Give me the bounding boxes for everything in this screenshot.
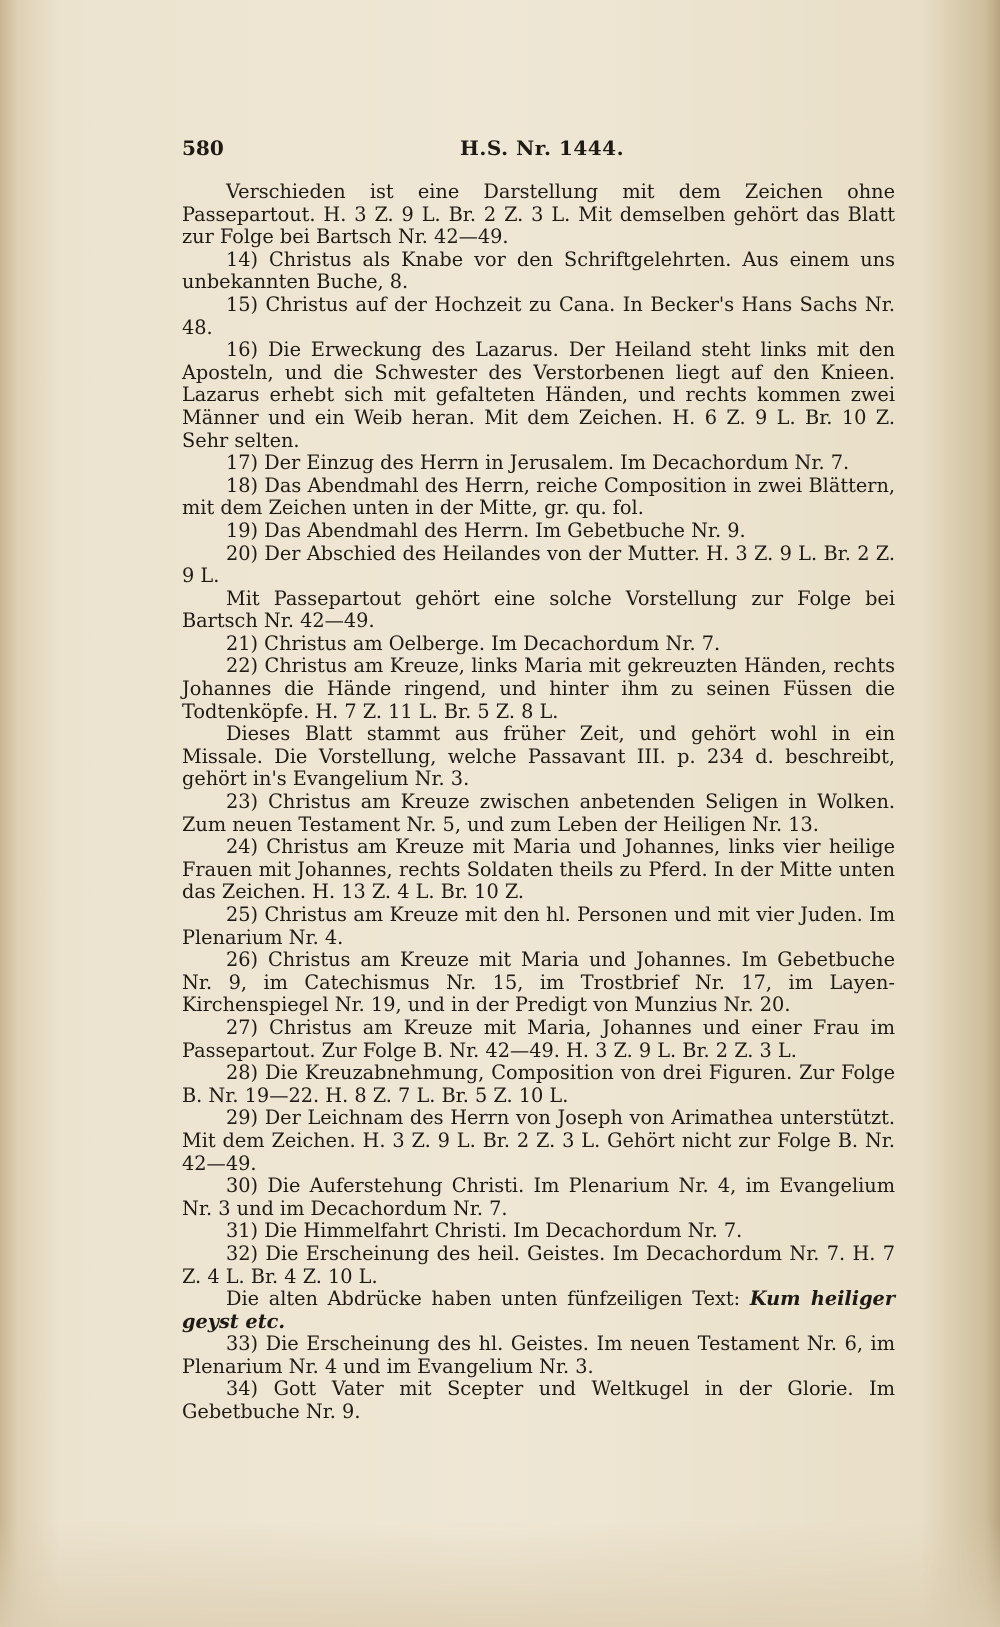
page-header	[182, 136, 895, 164]
paragraph: 17) Der Einzug des Herrn in Jerusalem. Im Decachordum Nr. 7.	[226, 451, 850, 475]
running-title: H.S. Nr. 1444.	[460, 136, 625, 160]
paragraph: 14) Christus als Knabe vor den Schriftgelehrten. Aus einem uns unbekannten Buche, 8.	[182, 247, 895, 294]
paragraph: Mit Passepartout gehört eine solche Vorstellung zur Folge bei Bartsch Nr. 42—49.	[182, 586, 895, 633]
paragraph: 24) Christus am Kreuze mit Maria und Johannes, links vier heilige Frauen mit Johannes, rechts Soldaten theils zu Pferd. In der Mitte unten das Zeichen. H. 13 Z. 4 L. Br. 10 Z.	[182, 835, 895, 904]
paragraph: 27) Christus am Kreuze mit Maria, Johannes und einer Frau im Passepartout. Zur Folge B. Nr. 42—49. H. 3 Z. 9 L. Br. 2 Z. 3 L.	[182, 1015, 895, 1062]
paragraph: 20) Der Abschied des Heilandes von der Mutter. H. 3 Z. 9 L. Br. 2 Z. 9 L.	[182, 541, 895, 588]
paragraph: 26) Christus am Kreuze mit Maria und Johannes. Im Gebetbuche Nr. 9, im Catechismus Nr. 15, im Trostbrief Nr. 17, im Layen-Kirchenspiegel Nr. 19, und in der Predigt von Munzius Nr. 20.	[182, 948, 895, 1017]
paragraph: Verschieden ist eine Darstellung mit dem Zeichen ohne Passepartout. H. 3 Z. 9 L. Br. 2 Z. 3 L. Mit demselben gehört das Blatt zur Folge bei Bartsch Nr. 42—49.	[182, 180, 895, 249]
note-text: Die alten Abdrücke haben unten fünfzeiligen Text:	[226, 1287, 750, 1311]
note-italic-text: Kum heiliger geyst etc.	[182, 1287, 895, 1333]
paragraph: Dieses Blatt stammt aus früher Zeit, und gehört wohl in ein Missale. Die Vorstellung, welche Passavant III. p. 234 d. beschreibt, gehört in's Evangelium Nr. 3.	[182, 722, 895, 791]
paragraph: 25) Christus am Kreuze mit den hl. Personen und mit vier Juden. Im Plenarium Nr. 4.	[182, 903, 895, 949]
paragraph: 29) Der Leichnam des Herrn von Joseph von Arimathea unterstützt. Mit dem Zeichen. H. 3 Z. 9 L. Br. 2 Z. 3 L. Gehört nicht zur Folge B. Nr. 42—49.	[182, 1106, 895, 1175]
paragraph: 31) Die Himmelfahrt Christi. Im Decachordum Nr. 7.	[226, 1219, 743, 1243]
paragraph: 16) Die Erweckung des Lazarus. Der Heiland steht links mit den Aposteln, und die Schwester des Verstorbenen liegt auf den Knieen. Lazarus erhebt sich mit gefalteten Händen, und rechts kommen zwei Männer und ein Weib heran. Mit dem Zeichen. H. 6 Z. 9 L. Br. 10 Z. Sehr selten.	[182, 338, 895, 452]
paragraph: 30) Die Auferstehung Christi. Im Plenarium Nr. 4, im Evangelium Nr. 3 und im Decachordum Nr. 7.	[182, 1174, 895, 1220]
paragraph: 22) Christus am Kreuze, links Maria mit gekreuzten Händen, rechts Johannes die Hände ringend, und hinter ihm zu seinen Füssen die Todtenköpfe. H. 7 Z. 11 L. Br. 5 Z. 8 L.	[182, 654, 895, 723]
paragraph: 32) Die Erscheinung des heil. Geistes. Im Decachordum Nr. 7. H. 7 Z. 4 L. Br. 4 Z. 10 L.	[182, 1241, 895, 1288]
page-number: 580	[182, 136, 224, 160]
paragraph: 19) Das Abendmahl des Herrn. Im Gebetbuche Nr. 9.	[226, 518, 746, 542]
paragraph: 33) Die Erscheinung des hl. Geistes. Im neuen Testament Nr. 6, im Plenarium Nr. 4 und im Evangelium Nr. 3.	[182, 1332, 895, 1378]
paragraph: 21) Christus am Oelberge. Im Decachordum Nr. 7.	[226, 631, 721, 655]
paragraph: 15) Christus auf der Hochzeit zu Cana. In Becker's Hans Sachs Nr. 48.	[182, 292, 895, 339]
page-shadow	[0, 1520, 1000, 1627]
paragraph: 28) Die Kreuzabnehmung, Composition von drei Figuren. Zur Folge B. Nr. 19—22. H. 8 Z. 7 L. Br. 5 Z. 10 L.	[182, 1061, 895, 1107]
paragraph-note	[182, 1288, 895, 1333]
paragraph: 18) Das Abendmahl des Herrn, reiche Composition in zwei Blättern, mit dem Zeichen unten in der Mitte, gr. qu. fol.	[182, 473, 895, 520]
paragraph: 34) Gott Vater mit Scepter und Weltkugel in der Glorie. Im Gebetbuche Nr. 9.	[182, 1377, 895, 1424]
paragraph: 23) Christus am Kreuze zwischen anbetenden Seligen in Wolken. Zum neuen Testament Nr. 5, und zum Leben der Heiligen Nr. 13.	[182, 790, 895, 836]
body-text	[182, 181, 895, 1424]
